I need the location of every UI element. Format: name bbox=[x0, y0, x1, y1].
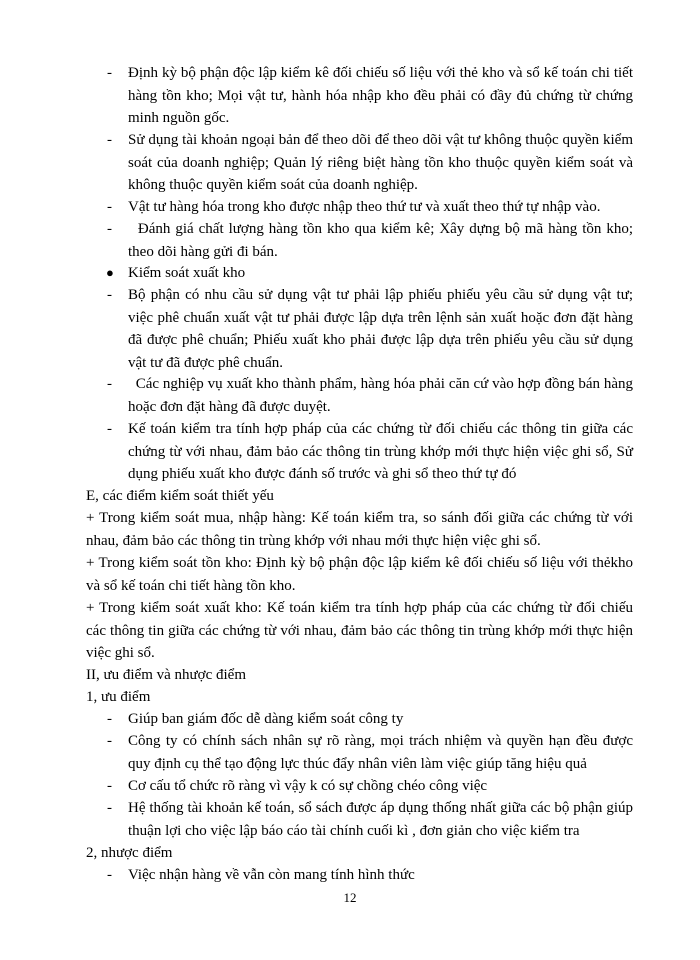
list-dash: - bbox=[107, 199, 112, 215]
list-item: Vật tư hàng hóa trong kho được nhập theo thứ tư và xuất theo thứ tự nhập vào. bbox=[128, 199, 601, 215]
section-heading: II, ưu điểm và nhược điểm bbox=[86, 667, 246, 683]
list-item: Các nghiệp vụ xuất kho thành phẩm, hàng hóa phải căn cứ vào hợp đồng bán hàng hoặc đơn đặt hàng đã được duyệt. bbox=[128, 376, 637, 415]
paragraph: + Trong kiểm soát xuất kho: Kế toán kiểm tra tính hợp pháp của các chứng từ đối chiếu các thông tin giữa các chứng từ với nhau, đảm bảo các thông tin trùng khớp mới thực hiện việc ghi sổ. bbox=[86, 600, 633, 661]
list-dash: - bbox=[107, 65, 112, 81]
list-dash: - bbox=[107, 800, 112, 816]
list-dash: - bbox=[107, 421, 112, 437]
paragraph: + Trong kiểm soát tồn kho: Định kỳ bộ phận độc lập kiểm kê đối chiếu số liệu với thẻkho và sổ kế toán chi tiết hàng tồn kho. bbox=[86, 555, 633, 594]
list-item: Định kỳ bộ phận độc lập kiểm kê đối chiếu số liệu với thẻ kho và sổ kế toán chi tiết hàng tồn kho; Mọi vật tư, hành hóa nhập kho đều phải có đầy đủ chứng từ chứng minh nguồn gốc. bbox=[128, 65, 633, 126]
list-item: Giúp ban giám đốc dễ dàng kiểm soát công ty bbox=[128, 711, 404, 727]
list-item: Hệ thống tài khoản kế toán, sổ sách được áp dụng thống nhất giữa các bộ phận giúp thuận lợi cho việc lập báo cáo tài chính cuối kì , đơn giản cho việc kiểm tra bbox=[128, 800, 633, 839]
list-item: Kế toán kiểm tra tính hợp pháp của các chứng từ đối chiếu các thông tin giữa các chứng từ với nhau, đảm bảo các thông tin trùng khớp mới thực hiện việc ghi sổ, Sử dụng phiếu xuất kho được đánh số trước và ghi sổ theo thứ tự đó bbox=[128, 421, 633, 482]
list-dash: - bbox=[107, 221, 112, 237]
list-dash: - bbox=[107, 733, 112, 749]
subsection-heading: 1, ưu điểm bbox=[86, 689, 151, 705]
list-item: Cơ cấu tổ chức rõ ràng vì vậy k có sự chồng chéo công việc bbox=[128, 778, 488, 794]
list-dash: - bbox=[107, 711, 112, 727]
subsection-heading: 2, nhược điểm bbox=[86, 845, 173, 861]
list-item: Sử dụng tài khoản ngoại bản để theo dõi để theo dõi vật tư không thuộc quyền kiểm soát của doanh nghiệp; Quản lý riêng biệt hàng tồn kho thuộc quyền kiểm soát và không thuộc quyền kiểm soát của doanh nghiệp. bbox=[128, 132, 633, 193]
list-item: Việc nhận hàng về vẫn còn mang tính hình thức bbox=[128, 867, 415, 883]
page-number: 12 bbox=[343, 890, 357, 905]
list-dash: - bbox=[107, 778, 112, 794]
bullet-heading: Kiểm soát xuất kho bbox=[128, 265, 246, 281]
list-dash: - bbox=[107, 867, 112, 883]
list-dash: - bbox=[107, 287, 112, 303]
bullet-dot-icon: ● bbox=[106, 265, 114, 280]
list-item: Công ty có chính sách nhân sự rõ ràng, mọi trách nhiệm và quyền hạn đều được quy định cụ thể tạo động lực thúc đẩy nhân viên làm việc giúp tăng hiệu quả bbox=[128, 733, 633, 772]
section-heading: E, các điểm kiểm soát thiết yếu bbox=[86, 488, 274, 504]
list-dash: - bbox=[107, 132, 112, 148]
list-item: Bộ phận có nhu cầu sử dụng vật tư phải lập phiếu phiếu yêu cầu sử dụng vật tư; việc phê chuẩn xuất vật tư phải được lập dựa trên lệnh sản xuất hoặc đơn đặt hàng đã được phê chuẩn; Phiếu xuất kho phải được lập dựa trên phiếu yêu cầu sử dụng vật tư đã được phê chuẩn. bbox=[128, 287, 633, 371]
list-dash: - bbox=[107, 376, 112, 392]
list-item: Đánh giá chất lượng hàng tồn kho qua kiểm kê; Xây dựng bộ mã hàng tồn kho; theo dõi hàng gửi đi bán. bbox=[128, 221, 637, 260]
paragraph: + Trong kiểm soát mua, nhập hàng: Kế toán kiểm tra, so sánh đối giữa các chứng từ với nhau, đảm bảo các thông tin trùng khớp với nhau mới thực hiện việc ghi sổ. bbox=[86, 510, 633, 549]
